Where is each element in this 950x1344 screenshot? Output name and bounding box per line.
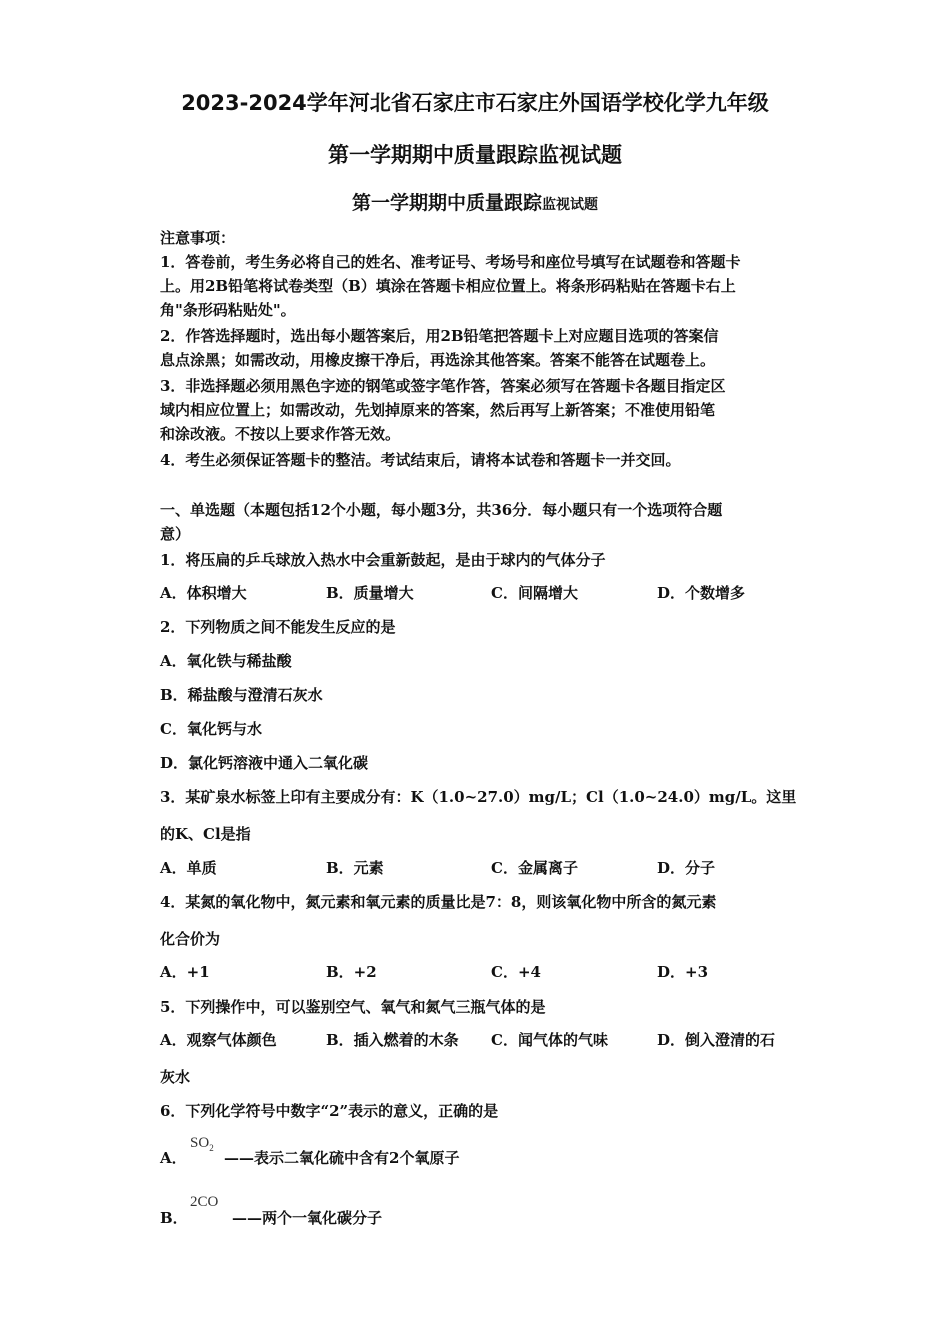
section-heading-cont: 意）: [160, 525, 191, 543]
q4-option-a: A．+1: [160, 963, 210, 981]
notice-line: 角"条形码粘贴处"。: [160, 301, 296, 319]
question-6-stem: 6．下列化学符号中数字“2”表示的意义，正确的是: [160, 1102, 499, 1120]
q5-option-b: B．插入燃着的木条: [326, 1031, 459, 1049]
question-2-stem: 2．下列物质之间不能发生反应的是: [160, 618, 396, 636]
q3-option-d: D．分子: [657, 859, 716, 877]
q6-option-b-formula: 2CO: [190, 1194, 219, 1210]
q1-option-d: D．个数增多: [657, 584, 746, 602]
notice-line: 上。用2B铅笔将试卷类型（B）填涂在答题卡相应位置上。将条形码粘贴在答题卡右上: [160, 277, 736, 295]
q4-option-d: D．+3: [657, 963, 709, 981]
q2-option-a: A．氧化铁与稀盐酸: [160, 652, 292, 670]
question-3-stem-cont: 的K、Cl是指: [160, 825, 251, 843]
notice-line: 3．非选择题必须用黑色字迹的钢笔或签字笔作答，答案必须写在答题卡各题目指定区: [160, 377, 726, 395]
notice-line: 1．答卷前，考生务必将自己的姓名、准考证号、考场号和座位号填写在试题卷和答题卡: [160, 253, 741, 271]
q2-option-b: B．稀盐酸与澄清石灰水: [160, 686, 323, 704]
notice-line: 息点涂黑；如需改动，用橡皮擦干净后，再选涂其他答案。答案不能答在试题卷上。: [160, 351, 716, 369]
q3-option-c: C．金属离子: [491, 859, 578, 877]
subtitle-small: 监视试题: [542, 197, 598, 213]
q5-option-c: C．闻气体的气味: [491, 1031, 608, 1049]
q5-option-d: D．倒入澄清的石: [657, 1031, 776, 1049]
formula-subscript: 2: [209, 1143, 214, 1153]
question-4-stem: 4．某氮的氧化物中，氮元素和氧元素的质量比是7：8，则该氧化物中所含的氮元素: [160, 893, 717, 911]
question-5-stem: 5．下列操作中，可以鉴别空气、氧气和氮气三瓶气体的是: [160, 998, 546, 1016]
exam-title-line2: 第一学期期中质量跟踪监视试题: [328, 143, 622, 167]
q2-option-c: C．氧化钙与水: [160, 720, 262, 738]
q6-option-b-label: B．: [160, 1209, 188, 1227]
question-3-stem: 3．某矿泉水标签上印有主要成分有：K（1.0~27.0）mg/L；Cl（1.0~24.0）mg/L。这里: [160, 788, 797, 806]
question-4-stem-cont: 化合价为: [160, 930, 221, 948]
q3-option-a: A．单质: [160, 859, 217, 877]
q6-option-b-text: ——两个一氧化碳分子: [232, 1209, 383, 1227]
notice-line: 2．作答选择题时，选出每小题答案后，用2B铅笔把答题卡上对应题目选项的答案信: [160, 327, 719, 345]
q4-option-c: C．+4: [491, 963, 541, 981]
q6-option-a-formula: [190, 1135, 214, 1153]
q2-option-d: D．氯化钙溶液中通入二氧化碳: [160, 754, 369, 772]
q6-option-a-label: A．: [160, 1149, 187, 1167]
exam-subtitle: [0, 188, 950, 215]
q1-option-a: A．体积增大: [160, 584, 247, 602]
q4-option-b: B．+2: [326, 963, 377, 981]
subtitle-large: 第一学期期中质量跟踪: [351, 192, 542, 214]
notice-line: 4．考生必须保证答题卡的整洁。考试结束后，请将本试卷和答题卡一并交回。: [160, 451, 681, 469]
notice-heading: 注意事项：: [160, 229, 236, 247]
q1-option-c: C．间隔增大: [491, 584, 578, 602]
section-heading: 一、单选题（本题包括12个小题，每小题3分，共36分．每小题只有一个选项符合题: [160, 501, 723, 519]
formula-so: SO: [190, 1135, 210, 1151]
q6-option-a-text: ——表示二氧化硫中含有2个氧原子: [224, 1149, 460, 1167]
notice-line: 域内相应位置上；如需改动，先划掉原来的答案，然后再写上新答案；不准使用铅笔: [160, 401, 716, 419]
exam-title-line1: 2023-2024学年河北省石家庄市石家庄外国语学校化学九年级: [181, 91, 769, 115]
notice-line: 和涂改液。不按以上要求作答无效。: [160, 425, 401, 443]
q1-option-b: B．质量增大: [326, 584, 414, 602]
q5-option-d-cont: 灰水: [160, 1068, 191, 1086]
q3-option-b: B．元素: [326, 859, 384, 877]
q5-option-a: A．观察气体颜色: [160, 1031, 277, 1049]
question-1-stem: 1．将压扁的乒乓球放入热水中会重新鼓起，是由于球内的气体分子: [160, 551, 606, 569]
